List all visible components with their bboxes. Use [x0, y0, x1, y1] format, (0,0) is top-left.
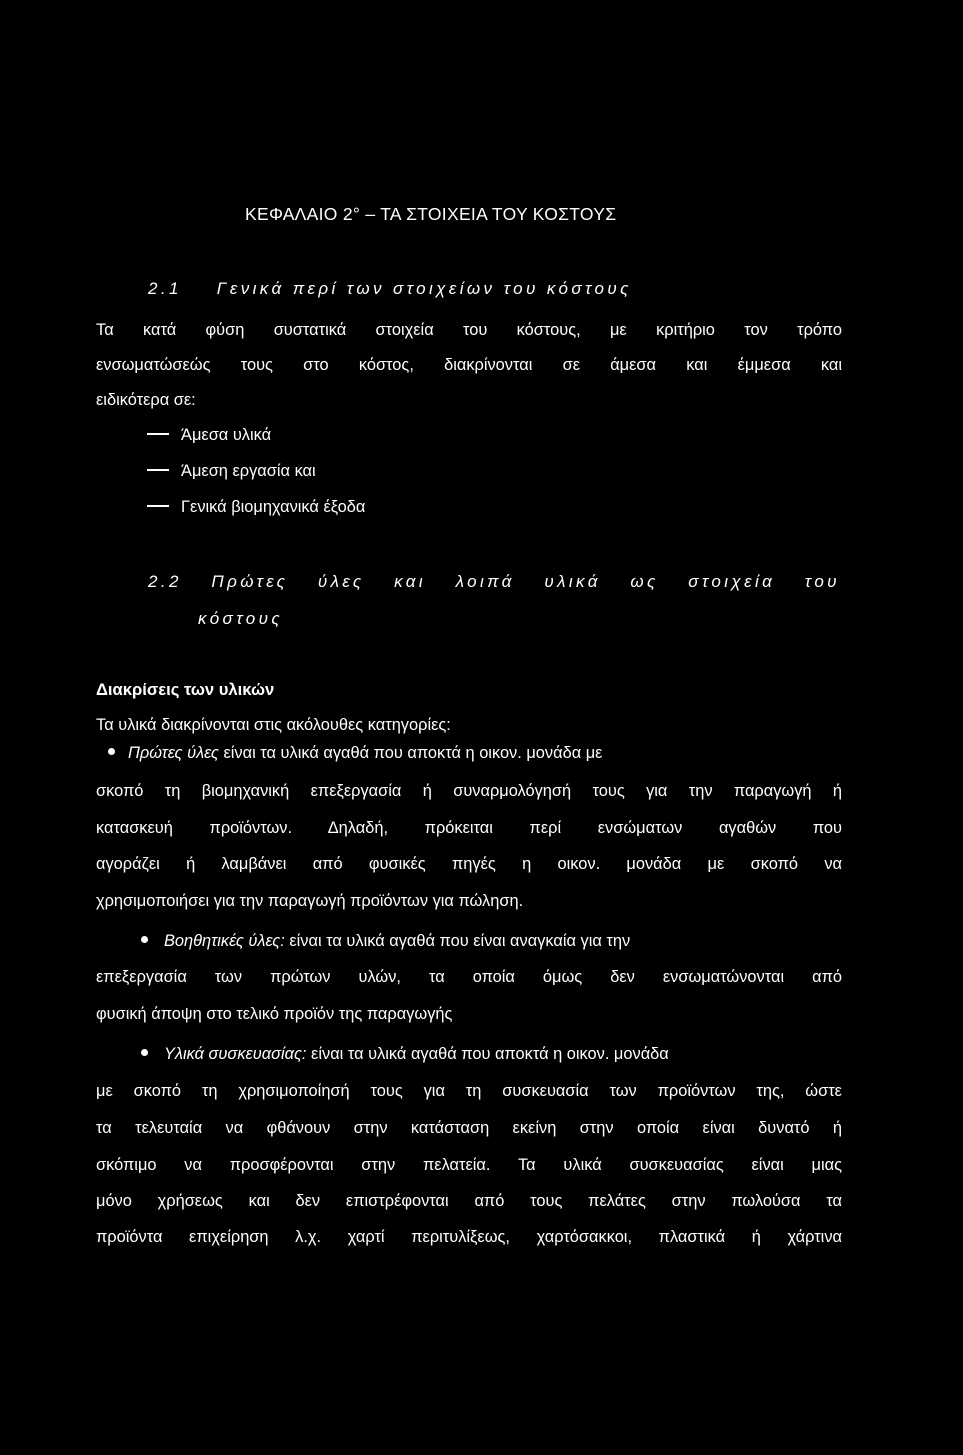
- bullet-line: αγοράζει ή λαμβάνει από φυσικές πηγές η οικον. μονάδα με σκοπό να: [96, 855, 842, 873]
- section-2-title-word: και: [394, 572, 427, 591]
- section-2-intro: Τα υλικά διακρίνονται στις ακόλουθες κατηγορίες:: [96, 716, 451, 734]
- bullet-term: Βοηθητικές ύλες:: [164, 932, 285, 950]
- list-item-text: Άμεση εργασία και: [181, 462, 316, 480]
- section-1-intro-line-2: ενσωματώσεώς τους στο κόστος, διακρίνονται σε άμεσα και έμμεσα και: [96, 356, 842, 374]
- list-item: [147, 426, 271, 445]
- bullet-icon: [141, 1049, 148, 1056]
- bullet-text: είναι τα υλικά αγαθά που είναι αναγκαία για την: [289, 932, 631, 950]
- bullet-line: σκοπό τη βιομηχανική επεξεργασία ή συναρμολόγησή τους για την παραγωγή ή: [96, 782, 842, 800]
- section-2-title-line-2: κόστους: [198, 609, 283, 628]
- bullet-text: είναι τα υλικά αγαθά που αποκτά η οικον. μονάδα με: [223, 744, 603, 762]
- chapter-title: ΚΕΦΑΛΑΙΟ 2° – ΤΑ ΣΤΟΙΧΕΙΑ ΤΟΥ ΚΟΣΤΟΥΣ: [245, 204, 617, 224]
- section-1-heading: [148, 280, 632, 298]
- section-2-title-word: Πρώτες: [211, 572, 289, 591]
- section-1-intro-line-3: ειδικότερα σε:: [96, 391, 196, 409]
- bullet-line: επεξεργασία των πρώτων υλών, τα οποία όμως δεν ενσωματώνονται από: [96, 968, 842, 986]
- bullet-line: χρησιμοποιήσει για την παραγωγή προϊόντων για πώληση.: [96, 892, 524, 910]
- bullet-item-first-line: [96, 1045, 842, 1064]
- list-item: [147, 462, 316, 481]
- bullet-line: φυσική άποψη στο τελικό προϊόν της παραγωγής: [96, 1005, 453, 1023]
- bullet-item-first-line: [96, 744, 842, 763]
- bullet-line: με σκοπό τη χρησιμοποίησή τους για τη συσκευασία των προϊόντων της, ώστε: [96, 1082, 842, 1100]
- bullet-line: σκόπιμο να προσφέρονται στην πελατεία. Τα υλικά συσκευασίας είναι μιας: [96, 1156, 842, 1174]
- dash-marker: [147, 505, 169, 507]
- section-2-heading: [148, 573, 840, 590]
- bullet-term: Υλικά συσκευασίας:: [164, 1045, 307, 1063]
- section-2-title-word: του: [804, 572, 840, 591]
- section-1-number: 2.1: [148, 279, 182, 298]
- bullet-line: κατασκευή προϊόντων. Δηλαδή, πρόκειται περί ενσώματων αγαθών που: [96, 819, 842, 837]
- section-2-number: 2.2: [148, 572, 182, 591]
- bullet-item-first-line: [96, 932, 842, 951]
- bullet-line: τα τελευταία να φθάνουν στην κατάσταση εκείνη στην οποία είναι δυνατό ή: [96, 1119, 842, 1137]
- section-2-title-word: ύλες: [317, 572, 365, 591]
- bullet-text: είναι τα υλικά αγαθά που αποκτά η οικον. μονάδα: [311, 1045, 669, 1063]
- section-2-title-word: ως: [630, 572, 659, 591]
- dash-marker: [147, 433, 169, 435]
- section-1-intro-line-1: Τα κατά φύση συστατικά στοιχεία του κόστους, με κριτήριο τον τρόπο: [96, 321, 842, 339]
- section-2-title-word: στοιχεία: [688, 572, 776, 591]
- section-2-title-word: υλικά: [544, 572, 601, 591]
- subheading: Διακρίσεις των υλικών: [96, 680, 275, 699]
- section-1-title: Γενικά περί των στοιχείων του κόστους: [216, 279, 632, 298]
- list-item: [147, 498, 365, 517]
- list-item-text: Άμεσα υλικά: [181, 426, 272, 444]
- bullet-icon: [141, 936, 148, 943]
- bullet-icon: [108, 748, 115, 755]
- bullet-term: Πρώτες ύλες: [128, 744, 219, 762]
- list-item-text: Γενικά βιομηχανικά έξοδα: [181, 498, 366, 516]
- section-2-title-word: λοιπά: [455, 572, 515, 591]
- dash-marker: [147, 469, 169, 471]
- bullet-line: μόνο χρήσεως και δεν επιστρέφονται από τους πελάτες στην πωλούσα τα: [96, 1192, 842, 1210]
- bullet-line: προϊόντα επιχείρηση λ.χ. χαρτί περιτυλίξεως, χαρτόσακκοι, πλαστικά ή χάρτινα: [96, 1228, 842, 1246]
